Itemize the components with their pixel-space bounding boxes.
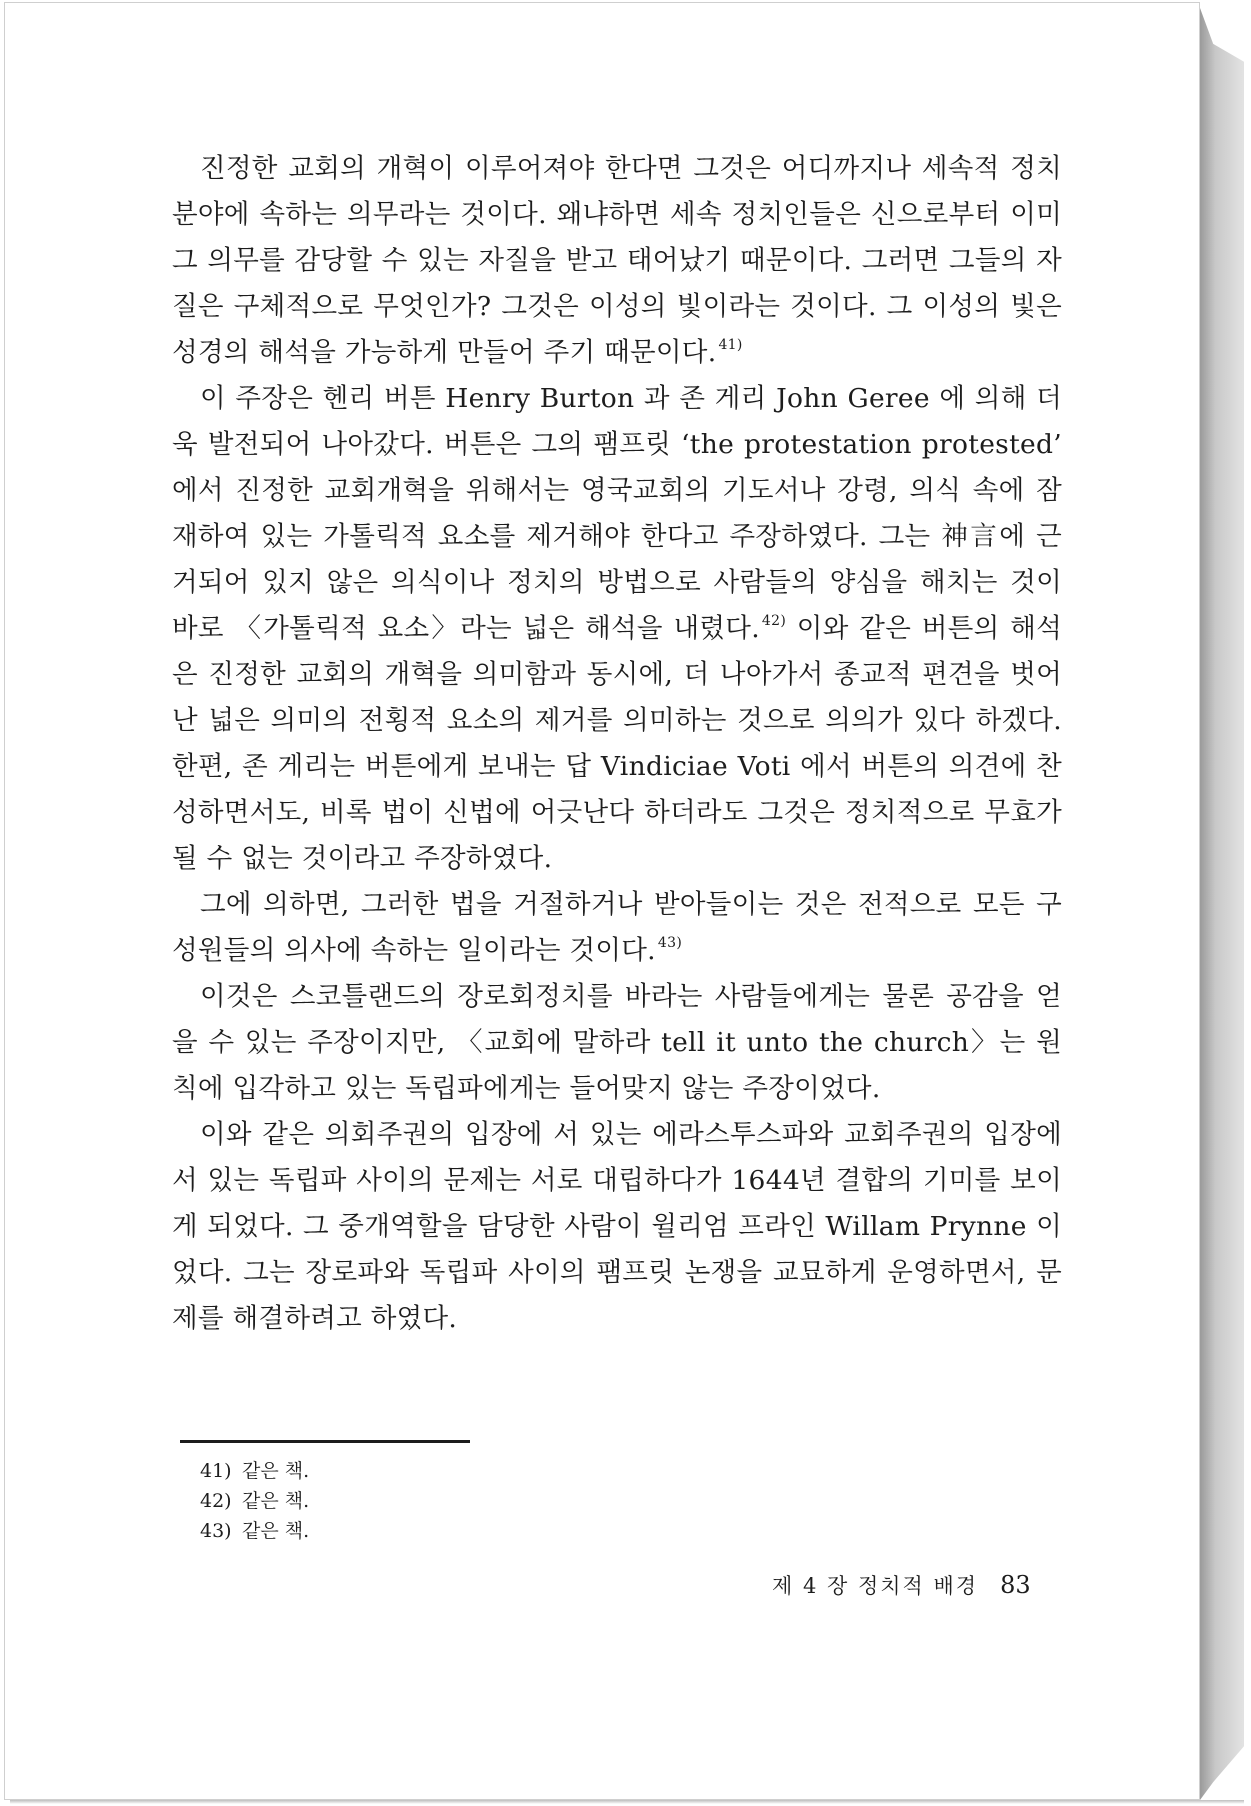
body-text [172,146,1062,1342]
page-shadow [10,1800,1244,1804]
footnote-divider [180,1440,470,1443]
footnote-ref-41: 41) [718,337,743,353]
footnote-41 [200,1456,309,1486]
footnote-42 [200,1486,309,1516]
page-edge [1200,8,1244,1800]
paragraph-1-text: 진정한 교회의 개혁이 이루어져야 한다면 그것은 어디까지나 세속적 정치분야에 속하는 의무라는 것이다. 왜냐하면 세속 정치인들은 신으로부터 이미 그 의무를 감당할 수 있는 자질을 받고 태어났기 때문이다. 그러면 그들의 자질은 구체적으로 무엇인가? 그것은 이성의 빛이라는 것이다. 그 이성의 빛은 성경의 해석을 가능하게 만들어 주기 때문이다. [172,153,1062,368]
footnote-number: 43) [200,1520,232,1542]
footnote-ref-43: 43) [657,935,683,951]
footnote-43 [200,1516,309,1546]
running-footer [772,1570,1031,1600]
footnote-ref-42: 42) [761,613,787,629]
paragraph-4-text: 이것은 스코틀랜드의 장로회정치를 바라는 사람들에게는 물론 공감을 얻을 수 있는 주장이지만, 〈교회에 말하라 tell it unto the church〉는 원칙에 입각하고 있는 독립파에게는 들어맞지 않는 주장이었다. [172,981,1062,1104]
paragraph-3 [172,882,1062,974]
paragraph-3-text: 그에 의하면, 그러한 법을 거절하거나 받아들이는 것은 전적으로 모든 구성원들의 의사에 속하는 일이라는 것이다. [172,889,1062,966]
paragraph-5 [172,1112,1062,1342]
footnotes [200,1456,309,1546]
paragraph-5-text: 이와 같은 의회주권의 입장에 서 있는 에라스투스파와 교회주권의 입장에 서 있는 독립파 사이의 문제는 서로 대립하다가 1644년 결합의 기미를 보이게 되었다. 그 중개역할을 담당한 사람이 윌리엄 프라인 Willam Prynne 이었다. 그는 장로파와 독립파 사이의 팸프릿 논쟁을 교묘하게 운영하면서, 문제를 해결하려고 하였다. [172,1119,1062,1334]
footnote-text: 같은 책. [242,1520,310,1542]
chapter-title: 제 4 장 정치적 배경 [772,1574,979,1598]
paragraph-2-text: 이 주장은 헨리 버튼 Henry Burton 과 존 게리 John Geree 에 의해 더욱 발전되어 나아갔다. 버튼은 그의 팸프릿 ‘the protestation protested’ 에서 진정한 교회개혁을 위해서는 영국교회의 기도서나 강령, 의식 속에 잠재하여 있는 가톨릭적 요소를 제거해야 한다고 주장하였다. 그는 神言에 근거되어 있지 않은 의식이나 정치의 방법으로 사람들의 양심을 해치는 것이 바로 〈가톨릭적 요소〉라는 넓은 해석을 내렸다. [172,383,1062,644]
footnote-text: 같은 책. [242,1490,310,1512]
footnote-text: 같은 책. [242,1460,310,1482]
paragraph-2 [172,376,1062,882]
page-number: 83 [1000,1571,1031,1599]
footnote-number: 42) [200,1490,232,1512]
paragraph-1 [172,146,1062,376]
footnote-number: 41) [200,1460,232,1482]
paragraph-4 [172,974,1062,1112]
paragraph-2-text-continued: 이와 같은 버튼의 해석은 진정한 교회의 개혁을 의미함과 동시에, 더 나아가서 종교적 편견을 벗어난 넓은 의미의 전횡적 요소의 제거를 의미하는 것으로 의의가 있다 하겠다. 한편, 존 게리는 버튼에게 보내는 답 Vindiciae Voti 에서 버튼의 의견에 찬성하면서도, 비록 법이 신법에 어긋난다 하더라도 그것은 정치적으로 무효가 될 수 없는 것이라고 주장하였다. [172,613,1062,874]
